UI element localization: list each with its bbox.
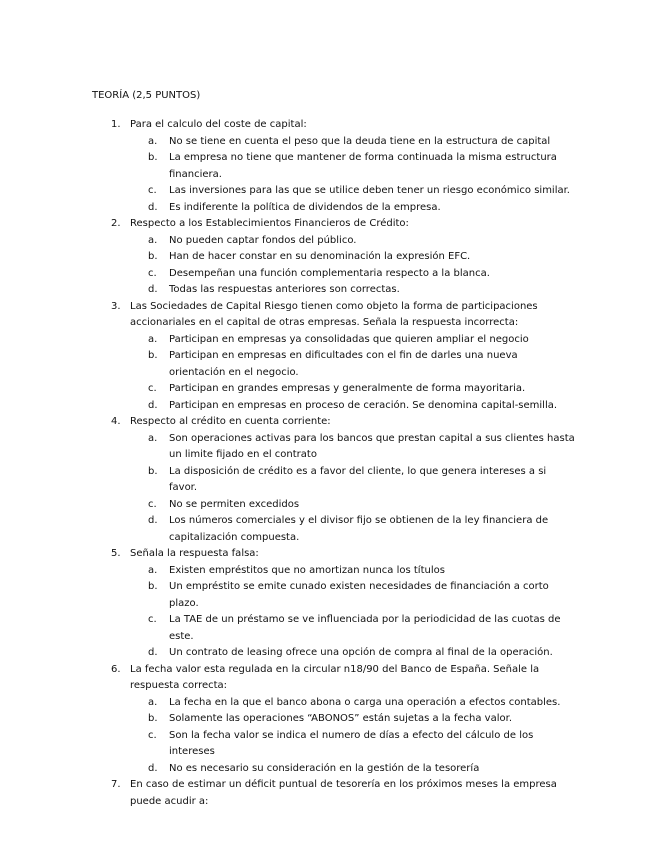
option-text: Son la fecha valor se indica el numero de días a efecto del cálculo de los intereses	[169, 729, 534, 757]
option-letter: a.	[148, 564, 158, 576]
option-text: No es necesario su consideración en la gestión de la tesorería	[169, 762, 480, 774]
question-text: La fecha valor esta regulada en la circular n18/90 del Banco de España. Señale la respuesta correcta:	[130, 663, 540, 691]
option-item	[0, 183, 575, 200]
option-letter: c.	[148, 383, 157, 394]
question-item	[0, 299, 655, 415]
option-item	[0, 497, 575, 514]
option-letter: a.	[148, 696, 158, 708]
option-item	[0, 381, 575, 398]
option-letter: a.	[148, 234, 158, 246]
option-item	[0, 464, 575, 497]
option-text: Participan en empresas ya consolidadas que quieren ampliar el negocio	[169, 333, 529, 345]
question-number: 2.	[111, 218, 121, 229]
option-item	[0, 233, 575, 250]
option-item	[0, 563, 575, 580]
question-item	[0, 216, 655, 299]
option-text: Un contrato de leasing ofrece una opción de compra al final de la operación.	[169, 647, 553, 658]
option-item	[0, 249, 575, 266]
option-item	[0, 728, 575, 761]
option-letter: d.	[148, 647, 158, 658]
option-item	[0, 431, 575, 464]
question-text: Respecto al crédito en cuenta corriente:	[130, 416, 331, 427]
option-letter: c.	[148, 267, 157, 279]
question-text: En caso de estimar un déficit puntual de tesorería en los próximos meses la empresa puede acudir a:	[130, 779, 557, 807]
question-number: 3.	[111, 300, 121, 312]
option-text: Participan en grandes empresas y generalmente de forma mayoritaria.	[169, 383, 526, 394]
question-item	[0, 777, 655, 810]
option-item	[0, 645, 575, 662]
option-item	[0, 266, 575, 283]
option-item	[0, 134, 575, 151]
option-letter: c.	[148, 185, 157, 196]
option-item	[0, 398, 575, 415]
option-text: No se tiene en cuenta el peso que la deuda tiene en la estructura de capital	[169, 135, 551, 147]
option-letter: b.	[148, 251, 158, 262]
question-number: 6.	[111, 663, 121, 675]
option-item	[0, 695, 575, 712]
question-text: Respecto a los Establecimientos Financieros de Crédito:	[130, 218, 409, 229]
option-item	[0, 579, 575, 612]
question-text: Las Sociedades de Capital Riesgo tienen como objeto la forma de participaciones accionariales en el capital de otras empresas. Señala la respuesta incorrecta:	[130, 300, 538, 328]
option-item	[0, 332, 575, 349]
question-number: 4.	[111, 416, 121, 427]
question-number: 5.	[111, 548, 121, 559]
question-list	[0, 117, 655, 810]
option-text: Solamente las operaciones “ABONOS” están sujetas a la fecha valor.	[169, 713, 512, 724]
option-letter: a.	[148, 432, 158, 444]
option-text: Participan en empresas en proceso de ceración. Se denomina capital-semilla.	[169, 399, 558, 411]
option-text: La empresa no tiene que mantener de forma continuada la misma estructura financiera.	[169, 152, 557, 180]
option-item	[0, 612, 575, 645]
option-item	[0, 200, 575, 217]
option-item	[0, 282, 575, 299]
option-letter: c.	[148, 498, 157, 510]
option-text: Las inversiones para las que se utilice deben tener un riesgo económico similar.	[169, 185, 570, 196]
section-title: TEORÍA (2,5 PUNTOS)	[92, 90, 201, 101]
option-letter: a.	[148, 135, 158, 147]
option-text: Participan en empresas en dificultades con el fin de darles una nueva orientación en el negocio.	[169, 350, 518, 378]
option-item	[0, 711, 575, 728]
option-list	[130, 134, 575, 217]
option-letter: b.	[148, 350, 158, 361]
option-list	[130, 332, 575, 415]
option-letter: d.	[148, 762, 158, 774]
option-text: Es indiferente la política de dividendos de la empresa.	[169, 201, 441, 213]
option-letter: d.	[148, 515, 158, 526]
question-text: Para el calculo del coste de capital:	[130, 119, 307, 130]
option-letter: b.	[148, 152, 158, 163]
option-text: Han de hacer constar en su denominación la expresión EFC.	[169, 251, 471, 262]
option-list	[130, 695, 575, 778]
option-text: Son operaciones activas para los bancos que prestan capital a sus clientes hasta un limite fijado en el contrato	[169, 432, 575, 460]
option-letter: c.	[148, 614, 157, 625]
option-text: Desempeñan una función complementaria respecto a la blanca.	[169, 267, 490, 279]
option-item	[0, 348, 575, 381]
option-text: La fecha en la que el banco abona o carga una operación a efectos contables.	[169, 696, 561, 708]
question-item	[0, 117, 655, 216]
option-list	[130, 431, 575, 547]
option-text: No pueden captar fondos del público.	[169, 234, 357, 246]
option-text: Un empréstito se emite cunado existen necesidades de financiación a corto plazo.	[169, 581, 549, 609]
question-item	[0, 414, 655, 546]
option-letter: d.	[148, 399, 158, 411]
option-text: Existen empréstitos que no amortizan nunca los títulos	[169, 564, 445, 576]
option-text: Todas las respuestas anteriores son correctas.	[169, 284, 400, 295]
option-letter: b.	[148, 581, 158, 592]
option-item	[0, 513, 575, 546]
option-item	[0, 150, 575, 183]
option-letter: d.	[148, 201, 158, 213]
option-text: No se permiten excedidos	[169, 498, 300, 510]
option-text: La disposición de crédito es a favor del cliente, lo que genera intereses a si favor.	[169, 465, 547, 493]
option-text: La TAE de un préstamo se ve influenciada por la periodicidad de las cuotas de este.	[169, 614, 561, 642]
option-letter: c.	[148, 729, 157, 741]
question-item	[0, 662, 655, 778]
option-list	[130, 563, 575, 662]
question-item	[0, 546, 655, 662]
option-item	[0, 761, 575, 778]
option-letter: b.	[148, 713, 158, 724]
option-letter: d.	[148, 284, 158, 295]
option-letter: a.	[148, 333, 158, 345]
option-text: Los números comerciales y el divisor fijo se obtienen de la ley financiera de capitalización compuesta.	[169, 515, 549, 543]
question-number: 7.	[111, 779, 121, 790]
question-text: Señala la respuesta falsa:	[130, 548, 259, 559]
option-list	[130, 233, 575, 299]
question-number: 1.	[111, 119, 121, 130]
option-letter: b.	[148, 465, 158, 477]
